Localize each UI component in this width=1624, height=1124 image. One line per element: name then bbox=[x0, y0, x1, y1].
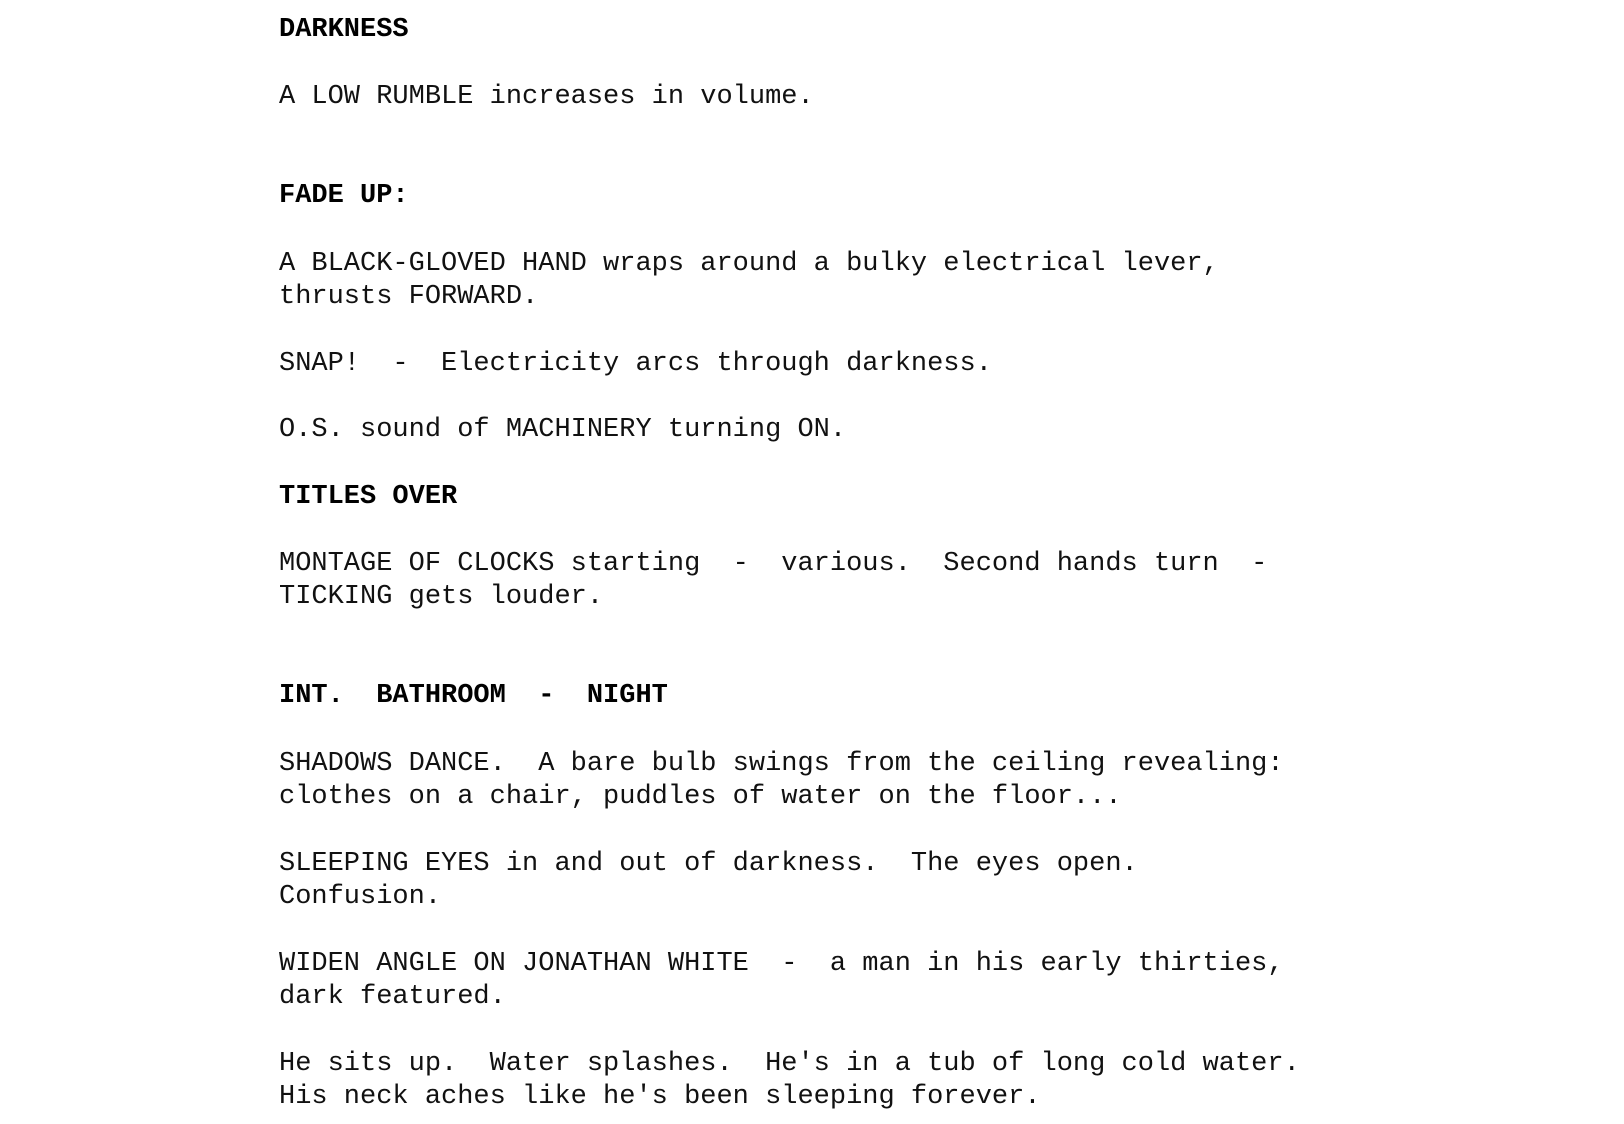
action-shadows-line-1: SHADOWS DANCE. A bare bulb swings from the ceiling revealing: bbox=[279, 749, 1284, 779]
action-gloved-hand-line-2: thrusts FORWARD. bbox=[279, 282, 539, 312]
action-snap: SNAP! - Electricity arcs through darkness. bbox=[279, 349, 992, 379]
action-widen-angle-line-2: dark featured. bbox=[279, 982, 506, 1012]
scene-heading-bathroom: INT. BATHROOM - NIGHT bbox=[279, 681, 668, 711]
action-widen-angle-line-1: WIDEN ANGLE ON JONATHAN WHITE - a man in his early thirties, bbox=[279, 949, 1284, 979]
action-sits-up-line-2: His neck aches like he's been sleeping forever. bbox=[279, 1082, 1041, 1112]
heading-darkness: DARKNESS bbox=[279, 15, 409, 45]
action-gloved-hand-line-1: A BLACK-GLOVED HAND wraps around a bulky electrical lever, bbox=[279, 249, 1219, 279]
action-shadows-line-2: clothes on a chair, puddles of water on the floor... bbox=[279, 782, 1122, 812]
action-low-rumble: A LOW RUMBLE increases in volume. bbox=[279, 82, 814, 112]
heading-titles-over: TITLES OVER bbox=[279, 482, 458, 512]
action-montage-line-2: TICKING gets louder. bbox=[279, 582, 604, 612]
transition-fade-up: FADE UP: bbox=[279, 181, 409, 211]
action-montage-line-1: MONTAGE OF CLOCKS starting - various. Second hands turn - bbox=[279, 549, 1268, 579]
action-machinery: O.S. sound of MACHINERY turning ON. bbox=[279, 415, 847, 445]
action-sleeping-eyes-line-1: SLEEPING EYES in and out of darkness. The eyes open. bbox=[279, 849, 1138, 879]
action-sleeping-eyes-line-2: Confusion. bbox=[279, 882, 442, 912]
action-sits-up-line-1: He sits up. Water splashes. He's in a tub of long cold water. bbox=[279, 1049, 1300, 1079]
